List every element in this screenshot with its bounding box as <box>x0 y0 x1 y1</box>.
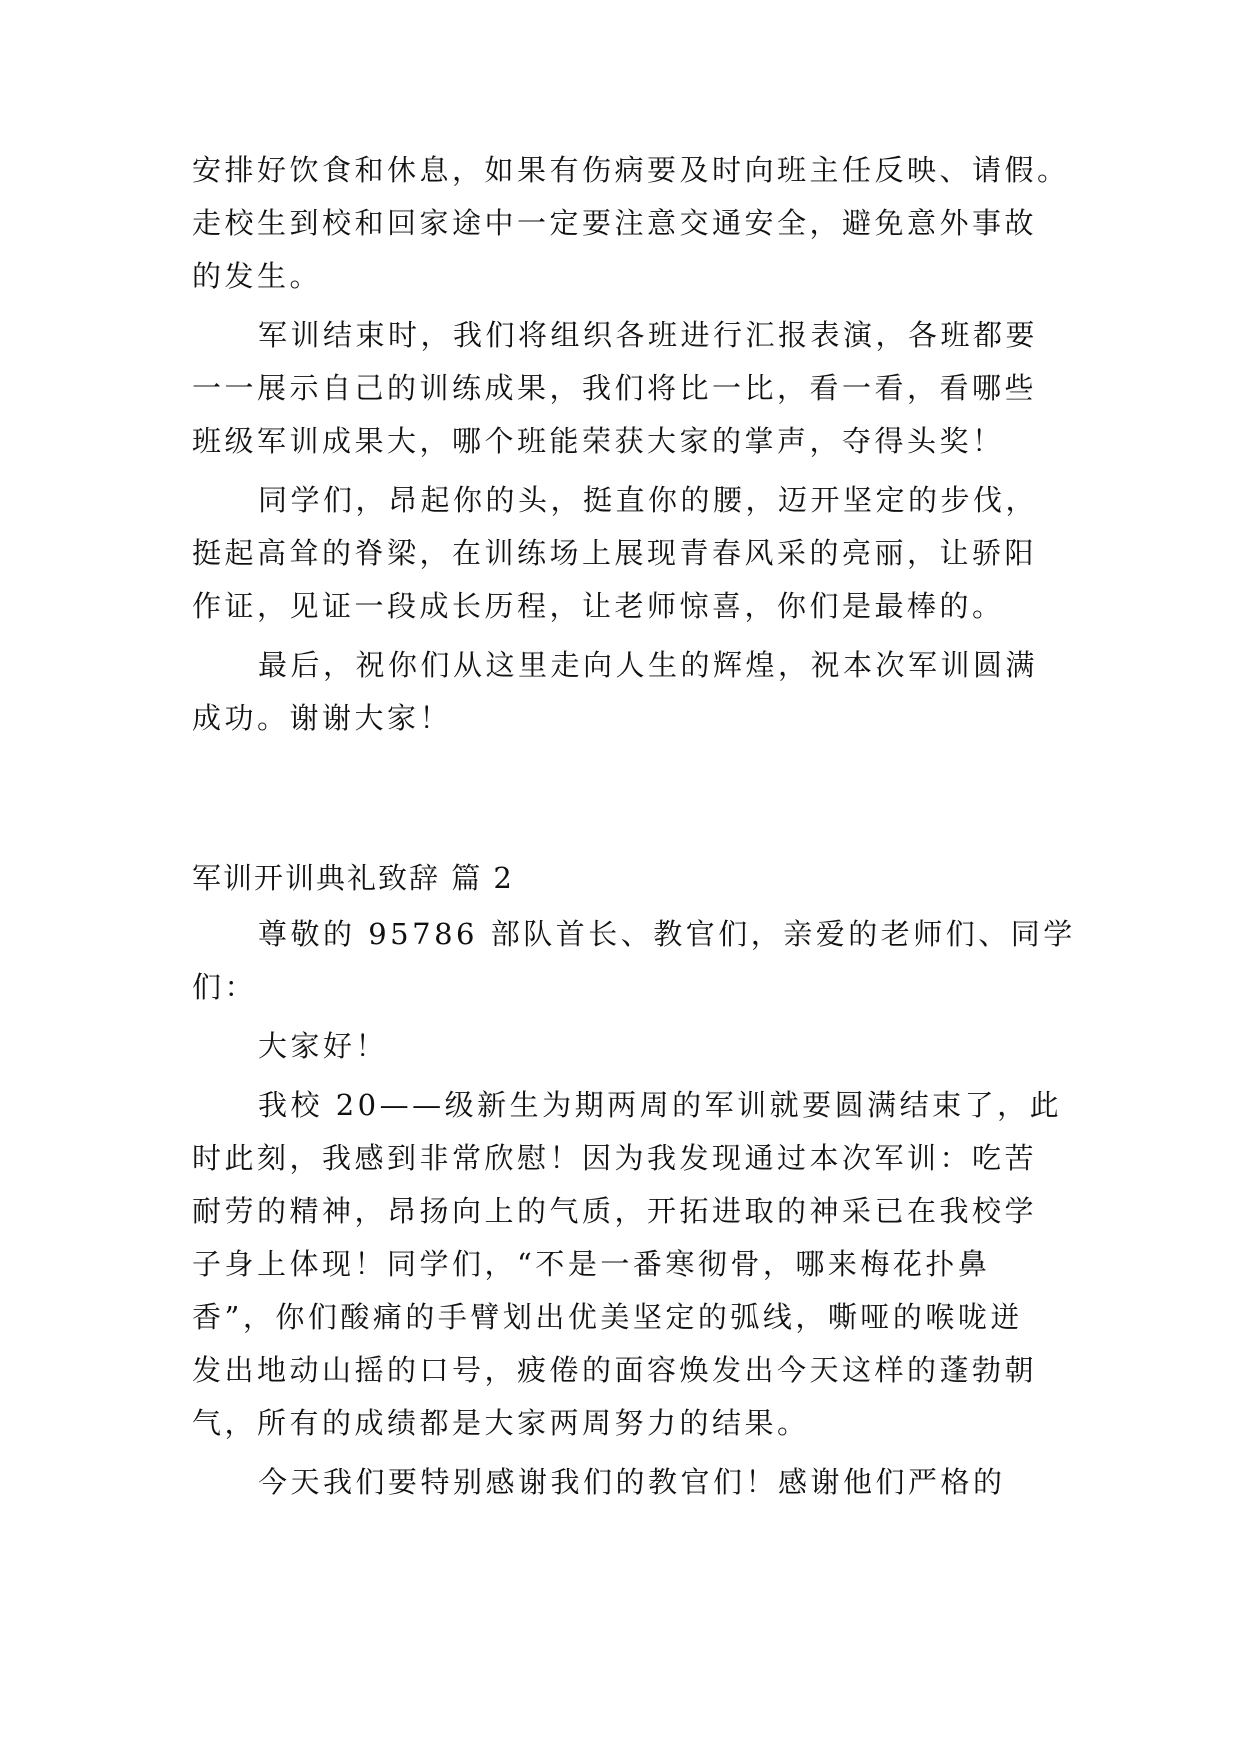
body-line: 大家好！ <box>258 1029 389 1063</box>
body-line: 走校生到校和回家途中一定要注意交通安全，避免意外事故 <box>192 206 1038 240</box>
body-line: 们： <box>192 970 258 1004</box>
body-line: 气，所有的成绩都是大家两周努力的结果。 <box>192 1406 810 1440</box>
body-line: 耐劳的精神，昂扬向上的气质，开拓进取的神采已在我校学 <box>192 1194 1038 1228</box>
section-2-body <box>192 908 1076 1509</box>
body-line: 挺起高耸的脊梁，在训练场上展现青春风采的亮丽，让骄阳 <box>192 536 1038 570</box>
body-line: 成功。谢谢大家！ <box>192 701 453 735</box>
body-line: 的发生。 <box>192 259 323 293</box>
body-line: 子身上体现！同学们，“不是一番寒彻骨，哪来梅花扑鼻 <box>192 1247 991 1281</box>
body-line: 发出地动山摇的口号，疲倦的面容焕发出今天这样的蓬勃朝 <box>192 1353 1038 1387</box>
body-line: 作证，见证一段成长历程，让老师惊喜，你们是最棒的。 <box>192 589 1005 623</box>
body-line: 班级军训成果大，哪个班能荣获大家的掌声，夺得头奖！ <box>192 424 1005 458</box>
body-line: 时此刻，我感到非常欣慰！因为我发现通过本次军训：吃苦 <box>192 1141 1038 1175</box>
body-line: 尊敬的 95786 部队首长、教官们，亲爱的老师们、同学 <box>258 917 1076 951</box>
body-line: 安排好饮食和休息，如果有伤病要及时向班主任反映、请假。 <box>192 153 1070 187</box>
section-1-body <box>192 144 1070 745</box>
body-line: 我校 20——级新生为期两周的军训就要圆满结束了，此 <box>258 1088 1063 1122</box>
body-line: 同学们，昂起你的头，挺直你的腰，迈开坚定的步伐， <box>258 483 1039 517</box>
body-line: 最后，祝你们从这里走向人生的辉煌，祝本次军训圆满 <box>258 648 1039 682</box>
body-line: 军训结束时，我们将组织各班进行汇报表演，各班都要 <box>258 318 1039 352</box>
body-line: 香”，你们酸痛的手臂划出优美坚定的弧线，嘶哑的喉咙迸 <box>192 1300 1023 1334</box>
section-heading: 军训开训典礼致辞 篇 2 <box>192 861 514 895</box>
body-line: 一一展示自己的训练成果，我们将比一比，看一看，看哪些 <box>192 371 1038 405</box>
body-line: 今天我们要特别感谢我们的教官们！感谢他们严格的 <box>258 1465 1006 1499</box>
